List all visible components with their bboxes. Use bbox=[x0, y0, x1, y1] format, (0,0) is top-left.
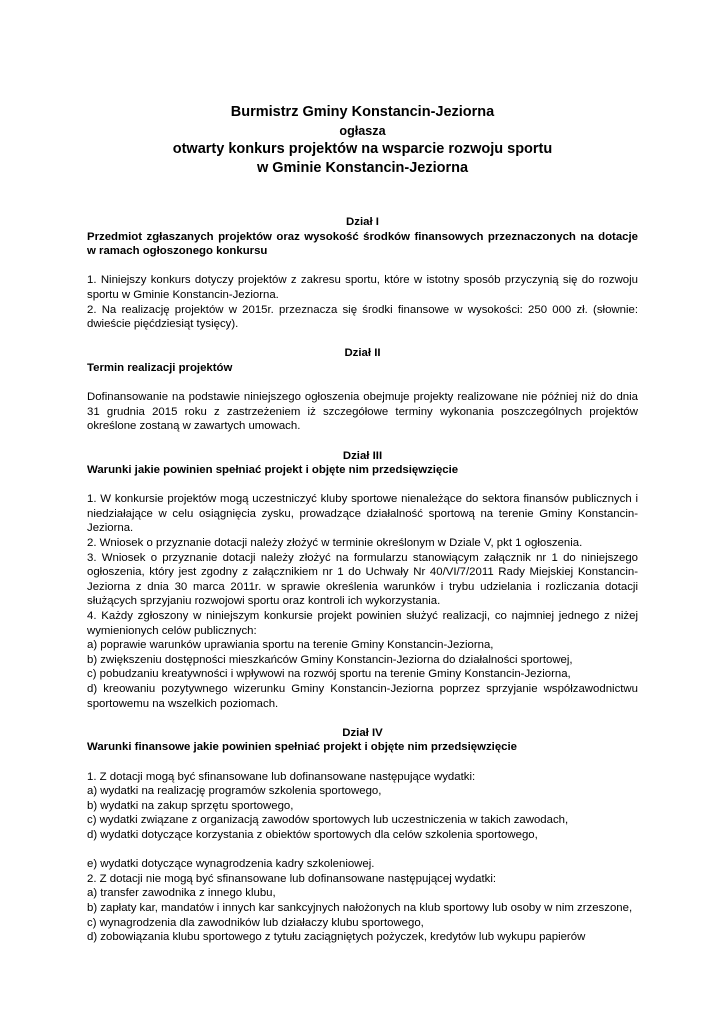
section-3 bbox=[87, 449, 638, 712]
title-location: w Gminie Konstancin-Jeziorna bbox=[256, 160, 469, 176]
list-item: c) wynagrodzenia dla zawodników lub działaczy klubu sportowego, bbox=[87, 916, 424, 929]
list-item: b) zapłaty kar, mandatów i innych kar sankcyjnych nałożonych na klub sportowy lub osoby w nim zrzeszone, bbox=[87, 901, 633, 914]
list-item: c) pobudzaniu kreatywności i wpływowi na rozwój sportu na terenie Gminy Konstancin-Jeziorna, bbox=[87, 668, 571, 681]
section-4 bbox=[87, 726, 638, 945]
section-1 bbox=[87, 215, 638, 332]
document-title bbox=[87, 103, 638, 178]
paragraph: 2. Wniosek o przyznanie dotacji należy złożyć w terminie określonym w Dziale V, pkt 1 ogłoszenia. bbox=[87, 537, 583, 550]
list-item: d) kreowaniu pozytywnego wizerunku Gminy Konstancin-Jeziorna poprzez sprzyjanie współzawodnictwu sportowemu na wszelkich poziomach. bbox=[87, 683, 638, 710]
section-heading: Warunki jakie powinien spełniać projekt i objęte nim przedsięwzięcie bbox=[87, 464, 459, 477]
paragraph: Dofinansowanie na podstawie niniejszego ogłoszenia obejmuje projekty realizowane nie później niż do dnia 31 grudnia 2015 roku z zastrzeżeniem iż szczegółowe terminy wykonania poszczególnych projektów określone zostaną w zawartych umowach. bbox=[87, 391, 638, 433]
list-item: d) wydatki dotyczące korzystania z obiektów sportowych dla celów szkolenia sportowego, bbox=[87, 828, 538, 841]
paragraph: 1. Z dotacji mogą być sfinansowane lub dofinansowane następujące wydatki: bbox=[87, 770, 476, 783]
section-heading: Termin realizacji projektów bbox=[87, 361, 233, 374]
title-announces: ogłasza bbox=[339, 124, 386, 138]
list-item: b) zwiększeniu dostępności mieszkańców Gminy Konstancin-Jeziorna do działalności sportowej, bbox=[87, 653, 573, 666]
list-item: e) wydatki dotyczące wynagrodzenia kadry szkoleniowej. bbox=[87, 858, 375, 871]
section-label: Dział IV bbox=[342, 726, 383, 739]
paragraph: 3. Wniosek o przyznanie dotacji należy złożyć na formularzu stanowiącym załącznik nr 1 do niniejszego ogłoszenia, który jest zgodny z załącznikiem nr 1 do Uchwały Nr 40/VI/7/2011 Rady Miejskiej Konstancin-Jeziorna z dnia 30 marca 2011r. w sprawie określenia warunków i trybu udzielania i rozliczania dotacji służących sprzyjaniu rozwojowi sportu oraz kontroli ich wykorzystania. bbox=[87, 551, 638, 608]
section-label: Dział II bbox=[344, 347, 381, 360]
list-item: d) zobowiązania klubu sportowego z tytułu zaciągniętych pożyczek, kredytów lub wykupu papierów bbox=[87, 931, 586, 944]
paragraph: 2. Z dotacji nie mogą być sfinansowane lub dofinansowane następującej wydatki: bbox=[87, 872, 497, 885]
title-authority: Burmistrz Gminy Konstancin-Jeziorna bbox=[230, 104, 495, 120]
paragraph: 2. Na realizację projektów w 2015r. przeznacza się środki finansowe w wysokości: 250 000 zł. (słownie: dwieście pięćdziesiąt tysięcy). bbox=[87, 303, 638, 331]
list-item: a) transfer zawodnika z innego klubu, bbox=[87, 887, 276, 900]
list-item: c) wydatki związane z organizacją zawodów sportowych lub uczestniczenia w takich zawodach, bbox=[87, 814, 569, 827]
list-item: a) wydatki na realizację programów szkolenia sportowego, bbox=[87, 785, 382, 798]
paragraph: 4. Każdy zgłoszony w niniejszym konkursie projekt powinien służyć realizacji, co najmniej jednego z niżej wymienionych celów publicznych: bbox=[87, 610, 638, 637]
paragraph: 1. W konkursie projektów mogą uczestniczyć kluby sportowe nienależące do sektora finansów publicznych i niedziałające w celu osiągnięcia zysku, prowadzące działalność sportową na terenie Gminy Konstancin-Jeziorna. bbox=[87, 493, 638, 535]
section-label: Dział I bbox=[346, 216, 379, 228]
section-2 bbox=[87, 346, 638, 434]
section-label: Dział III bbox=[342, 449, 383, 462]
document-body bbox=[87, 215, 638, 945]
section-heading: Przedmiot zgłaszanych projektów oraz wysokość środków finansowych przeznaczonych na dotacje w ramach ogłoszonego konkursu bbox=[87, 230, 638, 258]
list-item: a) poprawie warunków uprawiania sportu na terenie Gminy Konstancin-Jeziorna, bbox=[87, 639, 494, 652]
section-heading: Warunki finansowe jakie powinien spełniać projekt i objęte nim przedsięwzięcie bbox=[87, 741, 518, 754]
list-item: b) wydatki na zakup sprzętu sportowego, bbox=[87, 799, 294, 812]
paragraph: 1. Niniejszy konkurs dotyczy projektów z zakresu sportu, które w istotny sposób przyczynią się do rozwoju sportu w Gminie Konstancin-Jeziorna. bbox=[87, 274, 638, 301]
title-competition: otwarty konkurs projektów na wsparcie rozwoju sportu bbox=[172, 141, 553, 157]
